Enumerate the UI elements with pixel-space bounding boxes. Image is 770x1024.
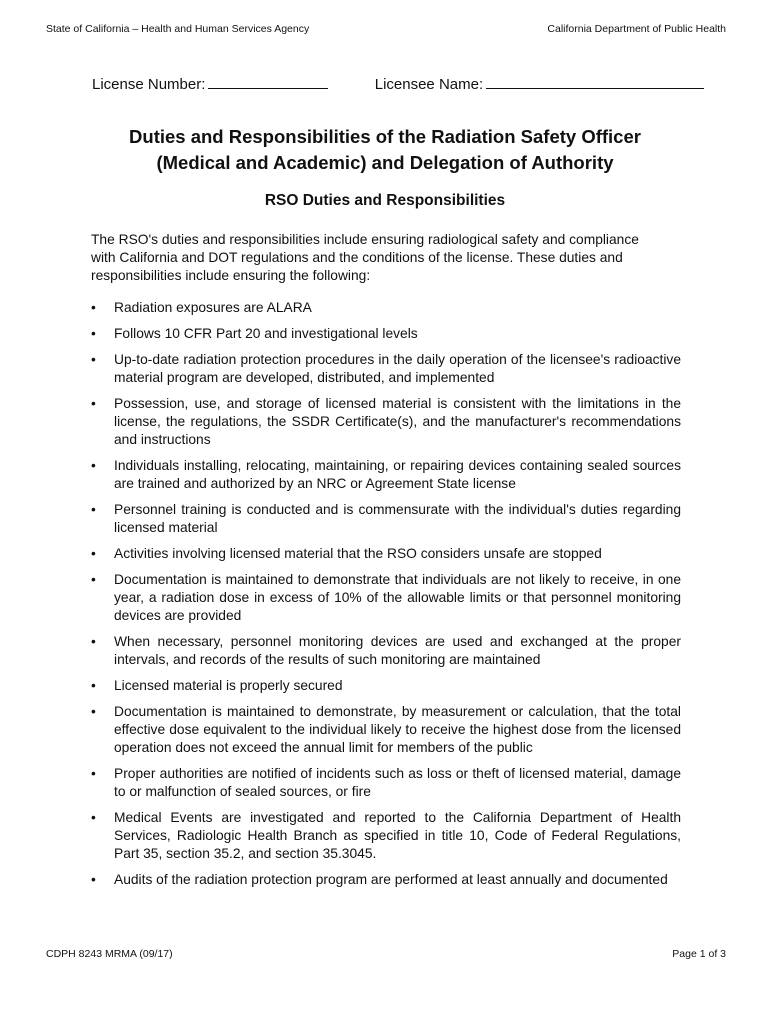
list-item [91, 501, 681, 537]
bullet-icon: • [91, 571, 96, 587]
list-item-text: Audits of the radiation protection program are performed at least annually and documented [114, 872, 668, 887]
list-item-text: When necessary, personnel monitoring devices are used and exchanged at the proper intervals, and records of the results of such monitoring are maintained [114, 633, 681, 667]
list-item [91, 703, 681, 758]
bullet-icon: • [91, 545, 96, 561]
list-item [91, 395, 681, 450]
duties-list [91, 299, 681, 897]
licensee-name-label: Licensee Name: [374, 76, 484, 93]
bullet-icon: • [91, 300, 96, 315]
list-item-text: Follows 10 CFR Part 20 and investigational levels [114, 325, 418, 341]
bullet-icon: • [91, 501, 96, 517]
list-item [91, 545, 681, 563]
list-item-text: Documentation is maintained to demonstrate, by measurement or calculation, that the total effective dose equivalent to the individual likely to receive the highest dose from the licensed operation does not exceed the annual limit for members of the public [114, 703, 681, 755]
list-item [91, 571, 681, 626]
list-item-text: Documentation is maintained to demonstrate that individuals are not likely to receive, in one year, a radiation dose in excess of 10% of the allowable limits or that personnel monitoring devices are provided [114, 571, 681, 623]
list-item [91, 351, 681, 387]
intro-paragraph: The RSO's duties and responsibilities include ensuring radiological safety and compliance with California and DOT regulations and the conditions of the license. These duties and responsibilities include ensuring the following: [91, 232, 639, 283]
bullet-icon: • [91, 765, 96, 781]
licensee-name-field[interactable] [486, 74, 704, 89]
title-line-2: (Medical and Academic) and Delegation of Authority [156, 152, 614, 173]
list-item-text: Activities involving licensed material that the RSO considers unsafe are stopped [114, 545, 602, 561]
header-department: California Department of Public Health [547, 23, 726, 35]
list-item-text: Individuals installing, relocating, maintaining, or repairing devices containing sealed sources are trained and authorized by an NRC or Agreement State license [114, 457, 681, 491]
footer-form-id: CDPH 8243 MRMA (09/17) [46, 948, 173, 960]
footer-page-number: Page 1 of 3 [672, 948, 726, 960]
bullet-icon: • [91, 872, 96, 887]
bullet-icon: • [91, 703, 96, 719]
list-item-text: Personnel training is conducted and is commensurate with the individual's duties regarding licensed material [114, 501, 681, 535]
title-line-1: Duties and Responsibilities of the Radiation Safety Officer [129, 126, 641, 147]
license-number-field[interactable] [208, 74, 328, 89]
page-title [60, 124, 710, 176]
bullet-icon: • [91, 395, 96, 411]
license-number-label: License Number: [92, 76, 206, 93]
section-heading: RSO Duties and Responsibilities [264, 192, 506, 209]
bullet-icon: • [91, 677, 96, 693]
list-item [91, 677, 681, 695]
license-row [92, 74, 702, 93]
list-item [91, 457, 681, 493]
list-item [91, 299, 681, 317]
bullet-icon: • [91, 809, 96, 825]
list-item-text: Medical Events are investigated and reported to the California Department of Health Services, Radiologic Health Branch as specified in title 10, Code of Federal Regulations, Part 35, section 35.2, and section 35.3045. [114, 809, 681, 862]
list-item [91, 325, 681, 343]
list-item [91, 765, 681, 801]
list-item-text: Licensed material is properly secured [114, 677, 343, 693]
list-item-text: Up-to-date radiation protection procedures in the daily operation of the licensee's radioactive material program are developed, distributed, and implemented [114, 351, 681, 385]
list-item-text: Possession, use, and storage of licensed material is consistent with the limitations in the license, the regulations, the SSDR Certificate(s), and the manufacturer's recommendations and instructions [114, 395, 681, 447]
list-item [91, 871, 681, 889]
list-item-text: Radiation exposures are ALARA [114, 300, 312, 315]
bullet-icon: • [91, 633, 96, 649]
header-agency: State of California – Health and Human Services Agency [46, 23, 310, 35]
list-item [91, 809, 681, 864]
bullet-icon: • [91, 351, 96, 367]
bullet-icon: • [91, 325, 96, 341]
bullet-icon: • [91, 457, 96, 473]
list-item [91, 633, 681, 669]
list-item-text: Proper authorities are notified of incidents such as loss or theft of licensed material, damage to or malfunction of sealed sources, or fire [114, 765, 681, 799]
